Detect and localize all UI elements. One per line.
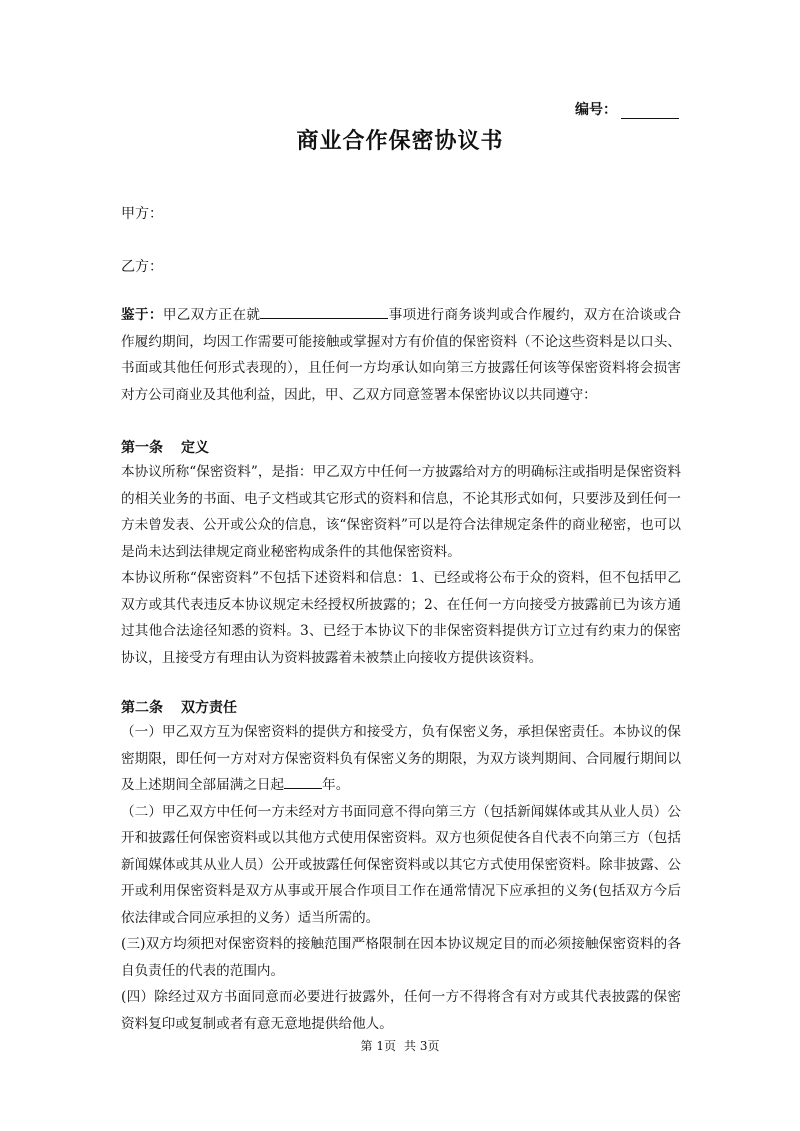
article-2-number: 第二条 xyxy=(121,700,163,716)
article-2-item-3: (三)双方均须把对保密资料的接触范围严格限制在因本协议规定目的而必须接触保密资料的各自负责任的代表的范围内。 xyxy=(121,936,681,979)
article-2-item-1-text: （一）甲乙双方互为保密资料的提供方和接受方，负有保密义务，承担保密责任。本协议的保密期限，即任何一方对对方保密资料负有保密义务的期限，为双方谈判期间、合同履行期间以及上述期间全部届满之日起 xyxy=(121,724,681,793)
preamble-text-b: 事项进行商务谈判或合作履约，双方在洽谈或合作履约期间，均因工作需要可能接触或掌握对方有价值的保密资料（不论这些资料是以口头、书面或其他任何形式表现的），且任何一方均承认如向第三方披露任何该等保密资料将会损害对方公司商业及其他利益，因此，甲、乙双方同意签署本保密协议以共同遵守： xyxy=(121,307,682,403)
article-1-heading xyxy=(121,437,209,457)
article-2-body xyxy=(121,719,681,1037)
article-2-item-1 xyxy=(121,719,681,799)
article-1-body xyxy=(121,459,681,671)
page-number: 第 1页 xyxy=(360,1039,396,1053)
page-footer xyxy=(0,1037,800,1054)
article-2-heading xyxy=(121,697,237,717)
party-b-label: 乙方： xyxy=(121,259,163,275)
page-title: 商业合作保密协议书 xyxy=(296,129,504,154)
matter-blank xyxy=(260,302,388,319)
doc-number-blank xyxy=(621,104,679,119)
article-1-number: 第一条 xyxy=(121,440,163,456)
article-1-title: 定义 xyxy=(181,440,209,456)
preamble-keyword: 鉴于： xyxy=(121,307,163,323)
preamble-text-a: 甲乙双方正在就 xyxy=(162,307,261,323)
article-1-para-2: 本协议所称“保密资料”不包括下述资料和信息：1、已经或将公布于众的资料，但不包括甲乙双方或其代表违反本协议规定未经授权所披露的；2、在任何一方向接受方披露前已为该方通过其他合法途径知悉的资料。3、已经于本协议下的非保密资料提供方订立过有约束力的保密协议，且接受方有理由认为资料披露着未被禁止向接收方提供该资料。 xyxy=(121,570,681,666)
article-2-item-2: （二）甲乙双方中任何一方未经对方书面同意不得向第三方（包括新闻媒体或其从业人员）公开和披露任何保密资料或以其他方式使用保密资料。双方也须促使各自代表不向第三方（包括新闻媒体或其从业人员）公开或披露任何保密资料或以其它方式使用保密资料。除非披露、公开或利用保密资料是双方从事或开展合作项目工作在通常情况下应承担的义务(包括双方今后依法律或合同应承担的义务）适当所需的。 xyxy=(121,803,681,926)
years-blank xyxy=(284,772,322,789)
article-2-title: 双方责任 xyxy=(181,700,237,716)
doc-number xyxy=(575,99,679,119)
doc-number-label: 编号： xyxy=(575,102,617,118)
party-a-label: 甲方： xyxy=(121,206,163,222)
article-1-para-1: 本协议所称“保密资料”，是指：甲乙双方中任何一方披露给对方的明确标注或指明是保密资料的相关业务的书面、电子文档或其它形式的资料和信息，不论其形式如何，只要涉及到任何一方未曾发表、公开或公众的信息，该“保密资料”可以是符合法律规定条件的商业秘密，也可以是尚未达到法律规定商业秘密构成条件的其他保密资料。 xyxy=(121,464,681,560)
article-2-item-1-suffix: 年。 xyxy=(322,777,350,793)
page-total: 共 3页 xyxy=(404,1039,440,1053)
preamble xyxy=(121,302,681,408)
article-2-item-4: (四）除经过双方书面同意而必要进行披露外，任何一方不得将含有对方或其代表披露的保密资料复印或复制或者有意无意地提供给他人。 xyxy=(121,989,681,1032)
